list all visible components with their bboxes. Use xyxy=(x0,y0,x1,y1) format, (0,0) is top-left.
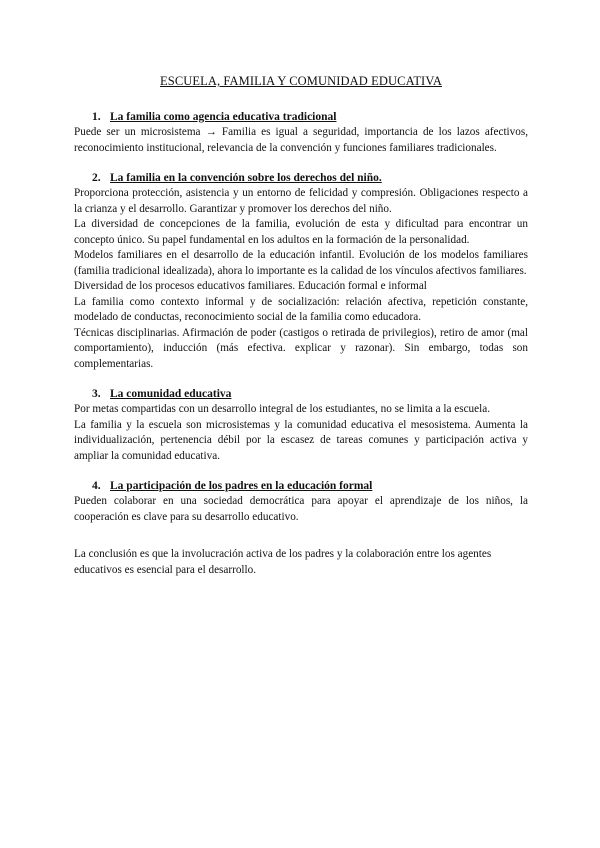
section-heading xyxy=(92,111,528,123)
paragraph: La diversidad de concepciones de la familia, evolución de esta y dificultad para encontrar un concepto único. Su papel fundamental en los adultos en la formación de la personalidad. xyxy=(74,218,528,246)
document-title: ESCUELA, FAMILIA Y COMUNIDAD EDUCATIVA xyxy=(160,74,442,88)
paragraph: Pueden colaborar en una sociedad democrática para apoyar el aprendizaje de los niños, la cooperación es clave para su desarrollo educativo. xyxy=(74,495,528,523)
section-4 xyxy=(74,480,528,525)
section-2 xyxy=(74,172,528,372)
section-1 xyxy=(74,111,528,156)
section-heading xyxy=(92,388,528,400)
section-3 xyxy=(74,388,528,464)
section-title: La comunidad educativa xyxy=(110,388,232,400)
paragraph: Técnicas disciplinarias. Afirmación de poder (castigos o retirada de privilegios), retiro de amor (mal comportamiento), inducción (más efectiva. explicar y razonar). Sin embargo, todas son complementarias. xyxy=(74,326,528,370)
conclusion-paragraph: La conclusión es que la involucración activa de los padres y la colaboración entre los agentes educativos es esencial para el desarrollo. xyxy=(74,548,492,576)
section-number: 4. xyxy=(92,480,101,492)
section-title: La participación de los padres en la educación formal xyxy=(110,480,373,492)
paragraph: Puede ser un microsistema → Familia es igual a seguridad, importancia de los lazos afectivos, reconocimiento institucional, relevancia de la convención y funciones familiares tradicionales. xyxy=(74,126,528,154)
section-title: La familia como agencia educativa tradicional xyxy=(110,111,337,123)
paragraph: Modelos familiares en el desarrollo de la educación infantil. Evolución de los modelos familiares (familia tradicional idealizada), ahora lo importante es la calidad de los vínculos afectivos familiares. xyxy=(74,249,528,277)
section-heading xyxy=(92,480,528,492)
document-page xyxy=(74,74,528,578)
paragraph: Por metas compartidas con un desarrollo integral de los estudiantes, no se limita a la escuela. xyxy=(74,403,490,415)
paragraph: Diversidad de los procesos educativos familiares. Educación formal e informal xyxy=(74,280,427,292)
section-number: 1. xyxy=(92,111,101,123)
section-number: 2. xyxy=(92,172,101,184)
section-title: La familia en la convención sobre los derechos del niño. xyxy=(110,172,382,184)
section-heading xyxy=(92,172,528,184)
paragraph: La familia y la escuela son microsistemas y la comunidad educativa el mesosistema. Aumenta la individualización, pertenencia débil por la escasez de tareas comunes y participación activa y ampliar la comunidad educativa. xyxy=(74,418,528,462)
section-number: 3. xyxy=(92,388,101,400)
paragraph: La familia como contexto informal y de socialización: relación afectiva, repetición constante, modelado de conductas, reconocimiento social de la familia como educadora. xyxy=(74,295,528,323)
paragraph: Proporciona protección, asistencia y un entorno de felicidad y compresión. Obligaciones respecto a la crianza y el desarrollo. Garantizar y promover los derechos del niño. xyxy=(74,187,528,215)
